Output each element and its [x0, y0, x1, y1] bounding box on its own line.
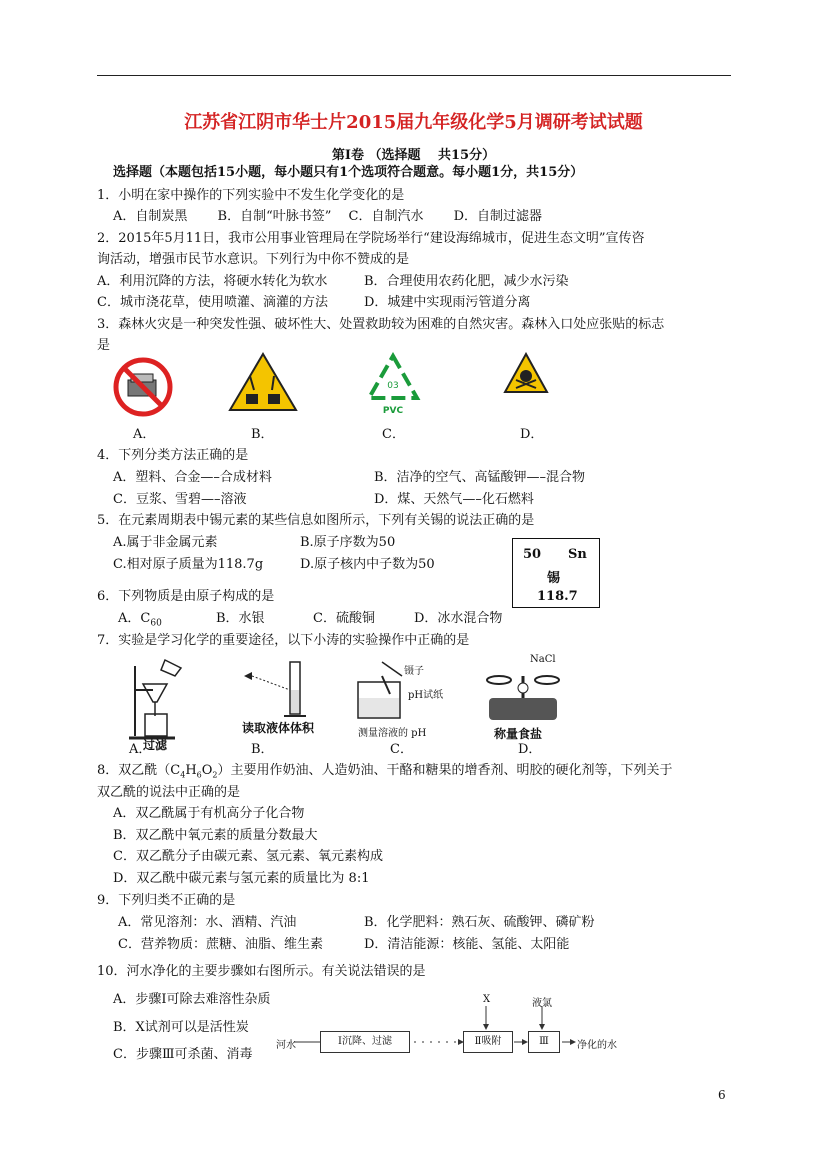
- q8-option-c: C．双乙酰分子由碳元素、氢元素、氧元素构成: [113, 849, 383, 864]
- q8-o: O: [201, 763, 213, 778]
- q2-option-b: B．合理使用农药化肥，减少水污染: [364, 274, 569, 289]
- q5-option-c: C.相对原子质量为118.7g: [113, 557, 264, 572]
- pvc-number: 03: [387, 381, 399, 391]
- page-title: 江苏省江阴市华士片2015届九年级化学5月调研考试试题: [184, 112, 643, 133]
- element-symbol: Sn: [568, 547, 587, 562]
- flow-step-1: Ⅰ沉降、过滤: [320, 1031, 410, 1053]
- q7-label-d: D．: [518, 742, 542, 757]
- q7-caption-a: 过滤: [143, 738, 168, 752]
- flow-step-2: Ⅱ吸附: [463, 1031, 513, 1053]
- q4-option-d: D．煤、天然气—–化石燃料: [374, 492, 534, 507]
- flow-reagent-chlorine: 液氯: [532, 998, 552, 1009]
- recycle-pvc-icon: [365, 352, 421, 418]
- q9-stem: 9．下列归类不正确的是: [97, 893, 236, 908]
- q8-stem-post: ）主要用作奶油、人造奶油、干酪和糖果的增香剂、明胶的硬化剂等，下列关于: [217, 763, 673, 778]
- q5-option-d: D.原子核内中子数为50: [300, 557, 435, 572]
- q6-option-a-text: A．C: [118, 611, 151, 626]
- q2-option-d: D．城建中实现雨污管道分离: [364, 295, 531, 310]
- flow-step-3: Ⅲ: [528, 1031, 560, 1053]
- q6-stem: 6．下列物质是由原子构成的是: [97, 589, 275, 604]
- page-number: 6: [718, 1088, 726, 1102]
- q7-caption-c: 测量溶液的 pH: [358, 728, 427, 739]
- reading-volume-icon: [238, 660, 318, 720]
- q8-stem-pre: 8．双乙酰（C: [97, 763, 181, 778]
- header-rule: [97, 75, 731, 76]
- balance-icon: [483, 656, 563, 726]
- q6-option-a-subscript: 60: [150, 618, 162, 629]
- q6-option-c: C．硫酸铜: [313, 611, 375, 626]
- q5-option-b: B.原子序数为50: [300, 535, 396, 550]
- q8-option-b: B．双乙酰中氧元素的质量分数最大: [113, 828, 318, 843]
- q7-stem: 7．实验是学习化学的重要途径，以下小涛的实验操作中正确的是: [97, 633, 470, 648]
- q8-stem-line2: 双乙酰的说法中正确的是: [97, 785, 241, 800]
- q9-option-a: A．常见溶剂：水、酒精、汽油: [118, 915, 297, 930]
- q7-label-b: B．: [251, 742, 274, 757]
- q2-option-c: C．城市浇花草，使用喷灌、滴灌的方法: [97, 295, 328, 310]
- q5-option-a: A.属于非金属元素: [113, 535, 218, 550]
- q8-stem-line1: [97, 762, 673, 785]
- flow-reagent-x: X: [483, 994, 491, 1005]
- q7-nacl-label: NaCl: [530, 654, 556, 665]
- instructions: 选择题（本题包括15小题，每小题只有1个选项符合题意。每小题1分，共15分）: [113, 165, 584, 180]
- q4-option-b: B．洁净的空气、高锰酸钾—–混合物: [374, 470, 586, 485]
- element-number: 50: [523, 547, 542, 562]
- element-tile-tin: [512, 538, 600, 608]
- q4-stem: 4．下列分类方法正确的是: [97, 448, 249, 463]
- q7-ph-paper-label: pH试纸: [408, 690, 444, 701]
- element-name: 锡: [547, 571, 561, 586]
- toxic-sign-icon: [503, 352, 549, 394]
- q7-caption-b: 读取液体体积: [242, 721, 315, 735]
- q7-caption-d: 称量食盐: [494, 727, 543, 741]
- filtration-apparatus-icon: [125, 656, 195, 746]
- q3-label-c: C．: [382, 427, 405, 442]
- q10-option-a: A．步骤Ⅰ可除去难溶性杂质: [113, 992, 271, 1007]
- q7-label-a: A．: [129, 742, 152, 757]
- q3-label-a: A．: [133, 427, 156, 442]
- q1-options: A．自制炭黑 B．自制“叶脉书签” C．自制汽水 D．自制过滤器: [113, 209, 543, 224]
- q2-stem-line2: 询活动，增强市民节水意识。下列行为中你不赞成的是: [97, 252, 410, 267]
- flow-input-label: 河水: [276, 1040, 296, 1051]
- pvc-label: PVC: [382, 406, 404, 416]
- q7-tweezers-label: 镊子: [404, 666, 424, 677]
- q9-option-c: C．营养物质：蔗糖、油脂、维生素: [118, 937, 323, 952]
- q8-option-a: A．双乙酰属于有机高分子化合物: [113, 806, 305, 821]
- q4-option-a: A．塑料、合金—–合成材料: [113, 470, 272, 485]
- q3-label-b: B．: [251, 427, 274, 442]
- q3-stem-line1: 3．森林火灾是一种突发性强、破坏性大、处置救助较为困难的自然灾害。森林入口处应张贴的标志: [97, 317, 665, 332]
- q4-option-c: C．豆浆、雪碧—–溶液: [113, 492, 247, 507]
- section-heading: 第Ⅰ卷 （选择题 共15分）: [331, 148, 496, 163]
- corrosive-sign-icon: [228, 352, 298, 412]
- q3-stem-line2: 是: [97, 338, 111, 353]
- q6-option-b: B．水银: [216, 611, 265, 626]
- q8-option-d: D．双乙酰中碳元素与氢元素的质量比为 8:1: [113, 871, 370, 886]
- flow-output-label: 净化的水: [577, 1040, 617, 1051]
- q8-sub-o: 2: [212, 770, 218, 780]
- q7-label-c: C．: [390, 742, 413, 757]
- q10-stem: 10．河水净化的主要步骤如右图所示。有关说法错误的是: [97, 964, 426, 979]
- q8-sub-h: 6: [196, 770, 202, 780]
- q6-option-d: D．冰水混合物: [414, 611, 503, 626]
- q10-option-c: C．步骤Ⅲ可杀菌、消毒: [113, 1047, 253, 1062]
- element-mass: 118.7: [537, 589, 578, 604]
- q8-h: H: [185, 763, 197, 778]
- q1-stem: 1．小明在家中操作的下列实验中不发生化学变化的是: [97, 188, 405, 203]
- q6-option-a: [118, 610, 162, 633]
- q10-option-b: B．X试剂可以是活性炭: [113, 1020, 249, 1035]
- q5-stem: 5．在元素周期表中锡元素的某些信息如图所示，下列有关锡的说法正确的是: [97, 513, 535, 528]
- q3-label-d: D．: [520, 427, 544, 442]
- no-fire-sign-icon: [113, 356, 173, 418]
- q2-option-a: A．利用沉降的方法，将硬水转化为软水: [97, 274, 328, 289]
- q2-stem-line1: 2．2015年5月11日，我市公用事业管理局在学院场举行“建设海绵城市，促进生态文明”宣传咨: [97, 231, 645, 246]
- q8-sub-c: 4: [180, 770, 186, 780]
- q9-option-b: B．化学肥料：熟石灰、硫酸钾、磷矿粉: [364, 915, 595, 930]
- q9-option-d: D．清洁能源：核能、氢能、太阳能: [364, 937, 570, 952]
